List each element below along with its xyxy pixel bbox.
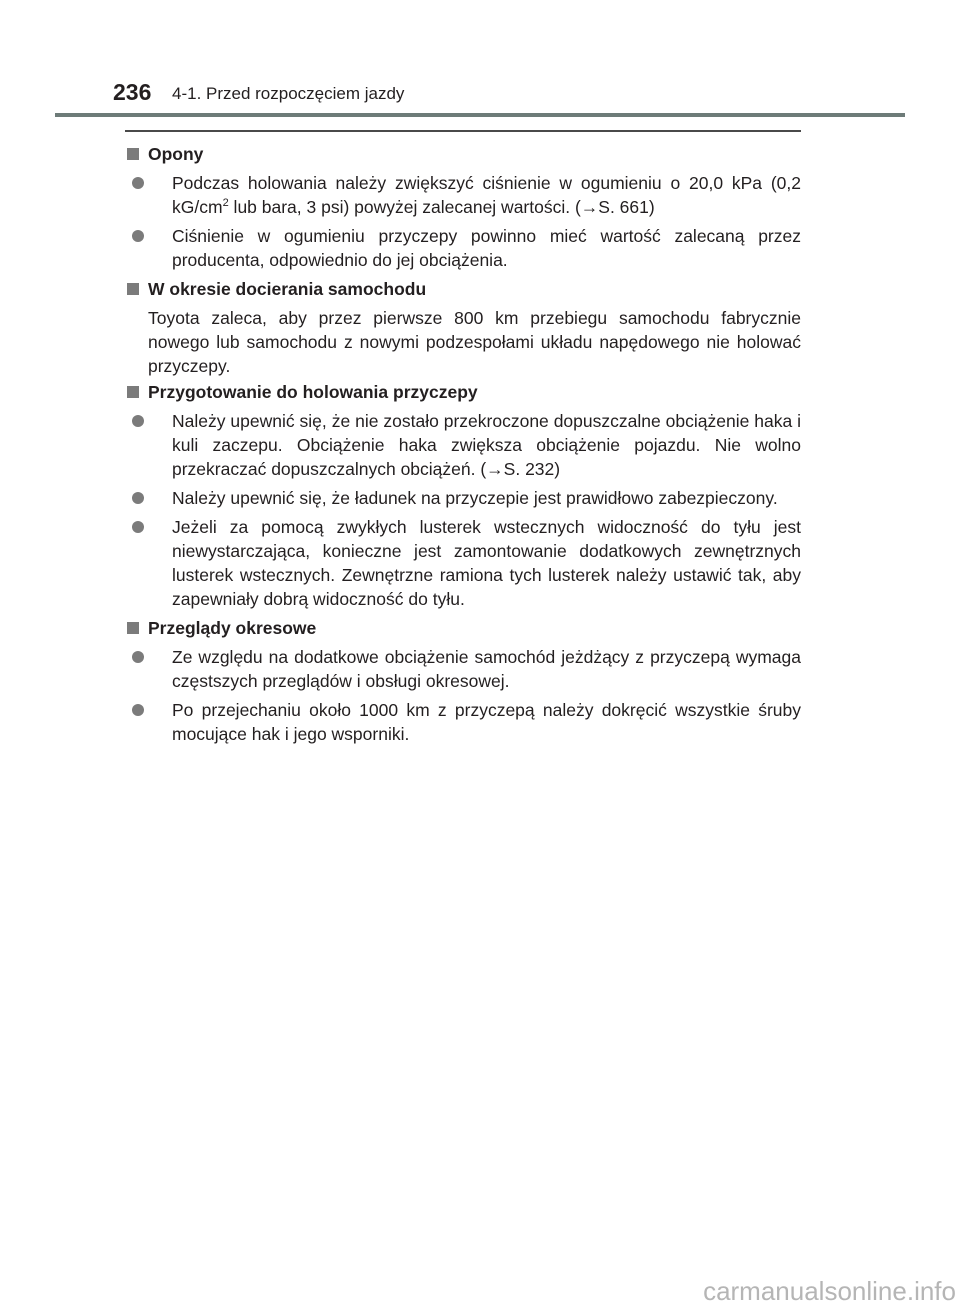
bullet-text: Po przejechaniu około 1000 km z przyczepą należy dokręcić wszystkie śruby mocujące hak i jego wsporniki. (172, 700, 801, 744)
bullet-text: Podczas holowania należy zwiększyć ciśnienie w ogumieniu o 20,0 kPa (0,2 kG/cm (172, 173, 801, 217)
header-divider (55, 113, 905, 117)
bullet-item (127, 224, 801, 272)
section-heading (127, 142, 801, 166)
paragraph: Toyota zaleca, aby przez pierwsze 800 km przebiegu samochodu fabrycznie nowego lub samochodu z nowymi podzespołami układu napędowego nie holować przyczepy. (148, 308, 801, 376)
bullet-text: Jeżeli za pomocą zwykłych lusterek wstecznych widoczność do tyłu jest niewystarczająca, konieczne jest zamontowanie dodatkowych zewnętrznych lusterek wstecznych. Zewnętrzne ramiona tych lusterek należy ustawić tak, aby zapewniały dobrą widoczność do tyłu. (172, 517, 801, 609)
bullet-item (127, 515, 801, 611)
square-bullet-icon (127, 386, 139, 398)
bullet-item (127, 645, 801, 693)
section-heading (127, 616, 801, 640)
square-bullet-icon (127, 283, 139, 295)
circle-bullet-icon (132, 704, 144, 716)
bullet-item (127, 171, 801, 219)
superscript: 2 (222, 197, 229, 210)
heading-text: W okresie docierania samochodu (148, 279, 427, 299)
page-content (127, 142, 801, 751)
square-bullet-icon (127, 622, 139, 634)
square-bullet-icon (127, 148, 139, 160)
section-title: 4-1. Przed rozpoczęciem jazdy (172, 84, 405, 103)
bullet-text: lub bara, 3 psi) powyżej zalecanej wartości. (→S. 661) (228, 197, 655, 217)
bullet-text: Należy upewnić się, że nie zostało przekroczone dopuszczalne obciążenie haka i kuli zaczepu. Obciążenie haka zwiększa obciążenie pojazdu. Nie wolno przekraczać dopuszczalnych obciążeń. (→S. 232) (172, 411, 801, 479)
circle-bullet-icon (132, 492, 144, 504)
bullet-text: Ze względu na dodatkowe obciążenie samochód jeżdżący z przyczepą wymaga częstszych przeglądów i obsługi okresowej. (172, 647, 801, 691)
content-divider (125, 130, 801, 132)
page-number: 236 (113, 79, 152, 105)
bullet-text: Ciśnienie w ogumieniu przyczepy powinno mieć wartość zalecaną przez producenta, odpowiednio do jej obciążenia. (172, 226, 801, 270)
circle-bullet-icon (132, 521, 144, 533)
bullet-item (127, 698, 801, 746)
circle-bullet-icon (132, 230, 144, 242)
heading-text: Opony (148, 144, 204, 164)
bullet-text: Należy upewnić się, że ładunek na przyczepie jest prawidłowo zabezpieczony. (172, 488, 778, 508)
circle-bullet-icon (132, 651, 144, 663)
section-heading (127, 380, 801, 404)
bullet-item (127, 409, 801, 481)
watermark: carmanualsonline.info (703, 1276, 956, 1306)
circle-bullet-icon (132, 415, 144, 427)
section-heading (127, 277, 801, 301)
heading-text: Przeglądy okresowe (148, 618, 317, 638)
bullet-item (127, 486, 801, 510)
circle-bullet-icon (132, 177, 144, 189)
heading-text: Przygotowanie do holowania przyczepy (148, 382, 478, 402)
